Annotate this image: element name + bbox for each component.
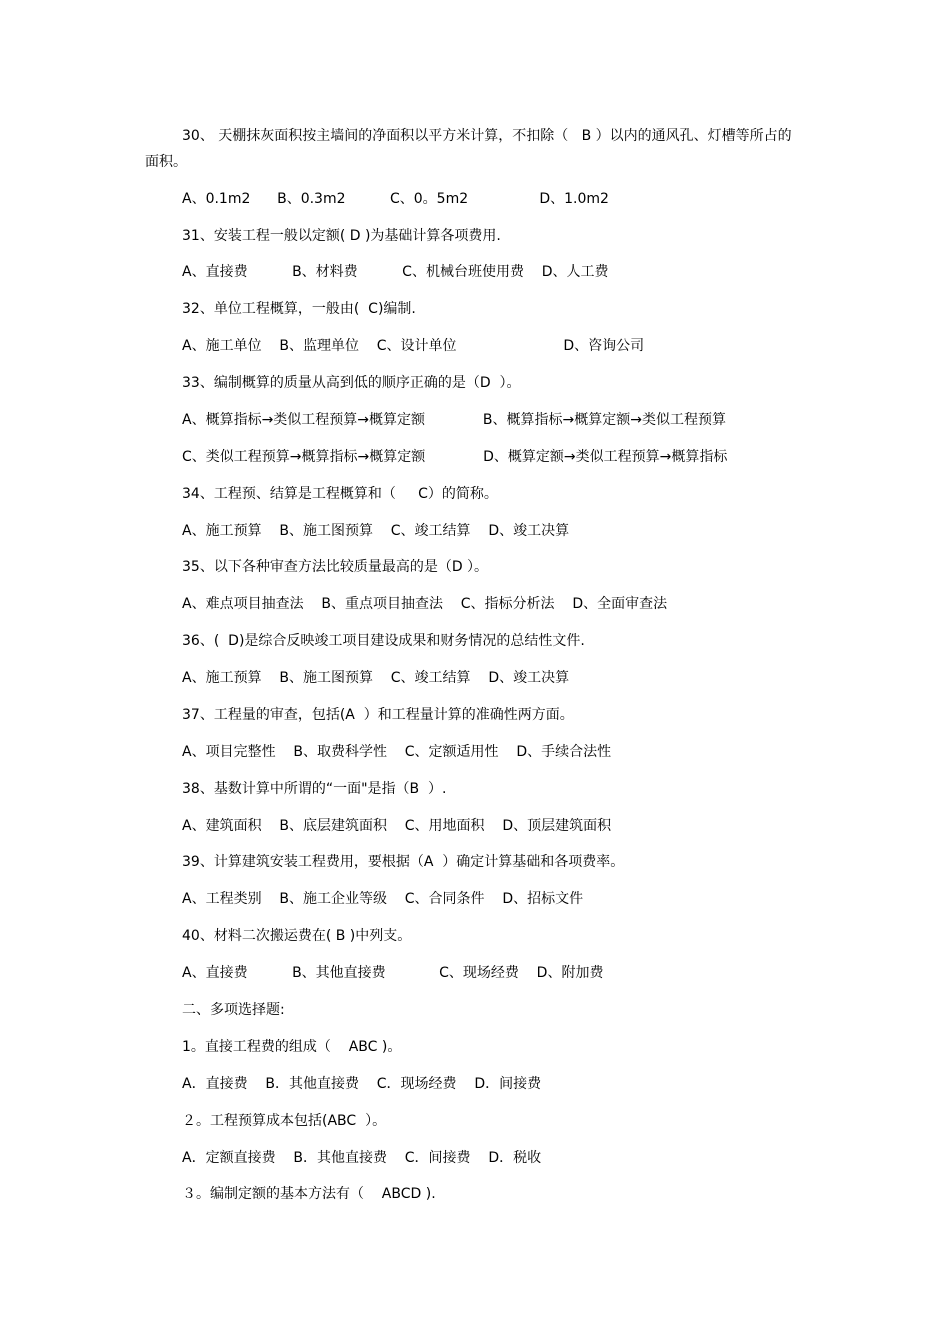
question-36-options: A、施工预算 B、施工图预算 C、竣工结算 D、竣工决算 (182, 670, 570, 686)
question-31-options: A、直接费 B、材料费 C、机械台班使用费 D、人工费 (182, 264, 609, 280)
question-30-options: A、0.1m2 B、0.3m2 C、0。5m2 D、1.0m2 (182, 191, 609, 207)
question-37-text: 37、工程量的审查，包括(A ）和工程量计算的准确性两方面。 (182, 707, 574, 723)
question-34-text: 34、工程预、结算是工程概算和（ C）的简称。 (182, 486, 498, 502)
question-33-options-ab: A、概算指标→类似工程预算→概算定额 B、概算指标→概算定额→类似工程预算 (182, 412, 726, 428)
multi-question-1-options: A．直接费 B．其他直接费 C．现场经费 D．间接费 (182, 1076, 542, 1092)
question-38-options: A、建筑面积 B、底层建筑面积 C、用地面积 D、顶层建筑面积 (182, 818, 612, 834)
question-33-text: 33、编制概算的质量从高到低的顺序正确的是（D ）。 (182, 375, 521, 391)
question-32-options: A、施工单位 B、监理单位 C、设计单位 D、咨询公司 (182, 338, 645, 354)
question-33-options-cd: C、类似工程预算→概算指标→概算定额 D、概算定额→类似工程预算→概算指标 (182, 449, 728, 465)
multi-question-3-text: ３。编制定额的基本方法有（ ABCD ). (182, 1186, 436, 1202)
multi-question-1-text: 1。直接工程费的组成（ ABC )。 (182, 1039, 402, 1055)
question-35-text: 35、以下各种审查方法比较质量最高的是（D ）。 (182, 559, 489, 575)
question-37-options: A、项目完整性 B、取费科学性 C、定额适用性 D、手续合法性 (182, 744, 612, 760)
question-30-text: 30、 天棚抹灰面积按主墙间的净面积以平方米计算，不扣除（ B ）以内的通风孔、灯槽等所占的 (182, 128, 792, 144)
question-31-text: 31、安装工程一般以定额( D )为基础计算各项费用. (182, 228, 501, 244)
question-34-options: A、施工预算 B、施工图预算 C、竣工结算 D、竣工决算 (182, 523, 570, 539)
question-40-text: 40、材料二次搬运费在( B )中列支。 (182, 928, 412, 944)
section-heading-multiple-choice: 二、多项选择题: (182, 1002, 285, 1018)
question-32-text: 32、单位工程概算，一般由( C)编制. (182, 301, 416, 317)
question-38-text: 38、基数计算中所谓的“一面"是指（B ）. (182, 781, 447, 797)
question-40-options: A、直接费 B、其他直接费 C、现场经费 D、附加费 (182, 965, 604, 981)
question-39-text: 39、计算建筑安装工程费用，要根据（A ）确定计算基础和各项费率。 (182, 854, 625, 870)
question-39-options: A、工程类别 B、施工企业等级 C、合同条件 D、招标文件 (182, 891, 584, 907)
question-35-options: A、难点项目抽查法 B、重点项目抽查法 C、指标分析法 D、全面审查法 (182, 596, 668, 612)
multi-question-2-text: ２。工程预算成本包括(ABC ）。 (182, 1113, 387, 1129)
question-36-text: 36、( D)是综合反映竣工项目建设成果和财务情况的总结性文件. (182, 633, 585, 649)
question-30-continuation: 面积。 (145, 154, 187, 170)
multi-question-2-options: A．定额直接费 B．其他直接费 C．间接费 D．税收 (182, 1150, 542, 1166)
